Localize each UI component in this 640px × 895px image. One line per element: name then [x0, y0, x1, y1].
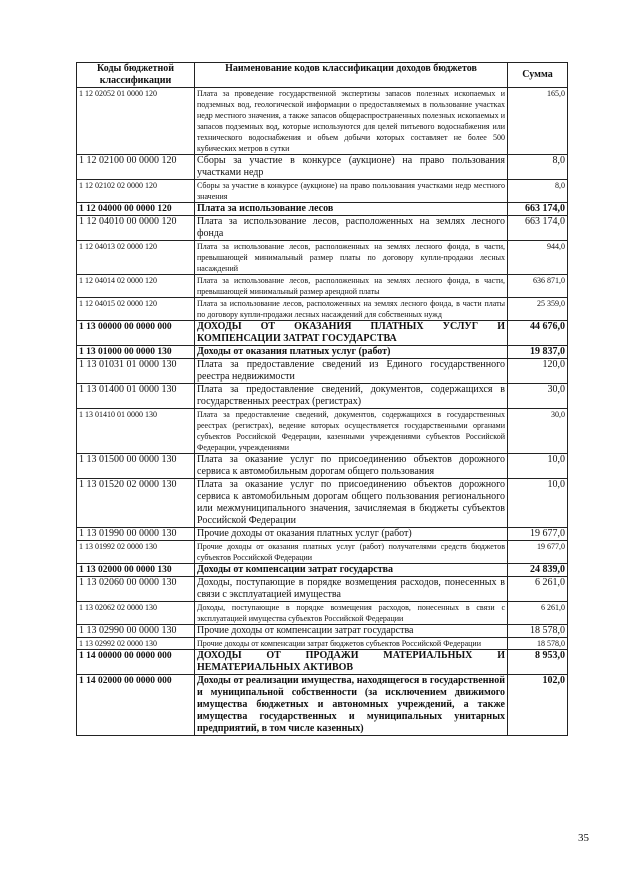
code-cell: 1 13 01031 01 0000 130	[77, 359, 195, 384]
code-cell: 1 13 00000 00 0000 000	[77, 321, 195, 346]
header-sum: Сумма	[508, 63, 568, 88]
name-cell: Плата за проведение государственной экспертизы запасов полезных ископаемых и подземных вод, геологической информации о предоставляемых в пользование участках недр местного значения, а также запасов общераспространенных полезных ископаемых и запасов подземных вод, которые используются для целей питьевого водоснабжения или технического водоснабжения и объем добычи которых составляет не более 500 кубических метров в сутки	[195, 88, 508, 155]
sum-cell: 8,0	[508, 180, 568, 203]
code-cell: 1 14 02000 00 0000 000	[77, 675, 195, 736]
name-cell: Прочие доходы от компенсации затрат государства	[195, 625, 508, 638]
revenue-classification-table	[76, 62, 568, 736]
header-name: Наименование кодов классификации доходов бюджетов	[195, 63, 508, 88]
table-row	[77, 88, 568, 155]
code-cell: 1 12 04015 02 0000 120	[77, 298, 195, 321]
table-header-row	[77, 63, 568, 88]
sum-cell: 25 359,0	[508, 298, 568, 321]
code-cell: 1 14 00000 00 0000 000	[77, 650, 195, 675]
name-cell: Прочие доходы от оказания платных услуг (работ) получателями средств бюджетов субъектов Российской Федерации	[195, 541, 508, 564]
sum-cell: 10,0	[508, 479, 568, 528]
table-row	[77, 564, 568, 577]
code-cell: 1 13 01992 02 0000 130	[77, 541, 195, 564]
name-cell: Плата за предоставление сведений, документов, содержащихся в государственных реестрах (регистрах), ведение которых осуществляется государственными органами субъектов Российской Федерации, казенными учреждениями субъектов Российской Федерации, учреждениями	[195, 409, 508, 454]
name-cell: ДОХОДЫ ОТ ОКАЗАНИЯ ПЛАТНЫХ УСЛУГ И КОМПЕНСАЦИИ ЗАТРАТ ГОСУДАРСТВА	[195, 321, 508, 346]
table-row	[77, 650, 568, 675]
code-cell: 1 12 04000 00 0000 120	[77, 203, 195, 216]
code-cell: 1 13 01410 01 0000 130	[77, 409, 195, 454]
sum-cell: 663 174,0	[508, 216, 568, 241]
sum-cell: 663 174,0	[508, 203, 568, 216]
name-cell: Плата за предоставление сведений из Единого государственного реестра недвижимости	[195, 359, 508, 384]
name-cell: Прочие доходы от оказания платных услуг (работ)	[195, 528, 508, 541]
code-cell: 1 12 02052 01 0000 120	[77, 88, 195, 155]
name-cell: Доходы от оказания платных услуг (работ)	[195, 346, 508, 359]
table-row	[77, 625, 568, 638]
table-row	[77, 577, 568, 602]
sum-cell: 944,0	[508, 241, 568, 275]
sum-cell: 6 261,0	[508, 577, 568, 602]
name-cell: Сборы за участие в конкурсе (аукционе) на право пользования участками недр местного значения	[195, 180, 508, 203]
sum-cell: 24 839,0	[508, 564, 568, 577]
table-row	[77, 638, 568, 650]
sum-cell: 165,0	[508, 88, 568, 155]
page-number: 35	[578, 832, 589, 844]
sum-cell: 10,0	[508, 454, 568, 479]
name-cell: Плата за предоставление сведений, документов, содержащихся в государственных реестрах (регистрах)	[195, 384, 508, 409]
code-cell: 1 13 01520 02 0000 130	[77, 479, 195, 528]
sum-cell: 19 837,0	[508, 346, 568, 359]
sum-cell: 8,0	[508, 155, 568, 180]
code-cell: 1 13 01000 00 0000 130	[77, 346, 195, 359]
name-cell: Доходы от компенсации затрат государства	[195, 564, 508, 577]
code-cell: 1 13 02060 00 0000 130	[77, 577, 195, 602]
sum-cell: 18 578,0	[508, 625, 568, 638]
sum-cell: 636 871,0	[508, 275, 568, 298]
code-cell: 1 12 04014 02 0000 120	[77, 275, 195, 298]
table-body	[77, 88, 568, 736]
table-row	[77, 409, 568, 454]
table-row	[77, 528, 568, 541]
sum-cell: 30,0	[508, 409, 568, 454]
table-row	[77, 346, 568, 359]
table-row	[77, 275, 568, 298]
code-cell: 1 13 02000 00 0000 130	[77, 564, 195, 577]
sum-cell: 19 677,0	[508, 528, 568, 541]
name-cell: Доходы, поступающие в порядке возмещения расходов, понесенных в связи с эксплуатацией имущества субъектов Российской Федерации	[195, 602, 508, 625]
table-row	[77, 359, 568, 384]
sum-cell: 18 578,0	[508, 638, 568, 650]
table-row	[77, 241, 568, 275]
code-cell: 1 13 01400 01 0000 130	[77, 384, 195, 409]
sum-cell: 8 953,0	[508, 650, 568, 675]
table-row	[77, 541, 568, 564]
code-cell: 1 12 04010 00 0000 120	[77, 216, 195, 241]
header-codes: Коды бюджетной классификации	[77, 63, 195, 88]
name-cell: Плата за использование лесов, расположенных на землях лесного фонда	[195, 216, 508, 241]
sum-cell: 30,0	[508, 384, 568, 409]
code-cell: 1 12 02100 00 0000 120	[77, 155, 195, 180]
table-row	[77, 602, 568, 625]
table-row	[77, 384, 568, 409]
code-cell: 1 13 01500 00 0000 130	[77, 454, 195, 479]
code-cell: 1 13 01990 00 0000 130	[77, 528, 195, 541]
table-row	[77, 454, 568, 479]
name-cell: Плата за использование лесов, расположенных на землях лесного фонда, в части платы по договору купли-продажи лесных насаждений для собственных нужд	[195, 298, 508, 321]
sum-cell: 19 677,0	[508, 541, 568, 564]
table-row	[77, 298, 568, 321]
name-cell: Прочие доходы от компенсации затрат бюджетов субъектов Российской Федерации	[195, 638, 508, 650]
table-row	[77, 675, 568, 736]
table-row	[77, 321, 568, 346]
table-row	[77, 479, 568, 528]
name-cell: Сборы за участие в конкурсе (аукционе) на право пользования участками недр	[195, 155, 508, 180]
name-cell: Плата за оказание услуг по присоединению объектов дорожного сервиса к автомобильным дорогам общего пользования регионального или межмуниципального значения, зачисляемая в бюджеты субъектов Российской Федерации	[195, 479, 508, 528]
name-cell: Доходы, поступающие в порядке возмещения расходов, понесенных в связи с эксплуатацией имущества	[195, 577, 508, 602]
table-row	[77, 155, 568, 180]
name-cell: Плата за оказание услуг по присоединению объектов дорожного сервиса к автомобильным дорогам общего пользования	[195, 454, 508, 479]
name-cell: Плата за использование лесов, расположенных на землях лесного фонда, в части, превышающей минимальный размер платы по договору купли-продажи лесных насаждений	[195, 241, 508, 275]
sum-cell: 120,0	[508, 359, 568, 384]
code-cell: 1 12 02102 02 0000 120	[77, 180, 195, 203]
code-cell: 1 12 04013 02 0000 120	[77, 241, 195, 275]
code-cell: 1 13 02990 00 0000 130	[77, 625, 195, 638]
table-row	[77, 180, 568, 203]
table-row	[77, 216, 568, 241]
name-cell: ДОХОДЫ ОТ ПРОДАЖИ МАТЕРИАЛЬНЫХ И НЕМАТЕРИАЛЬНЫХ АКТИВОВ	[195, 650, 508, 675]
name-cell: Плата за использование лесов	[195, 203, 508, 216]
name-cell: Плата за использование лесов, расположенных на землях лесного фонда, в части, превышающей минимальный размер арендной платы	[195, 275, 508, 298]
sum-cell: 44 676,0	[508, 321, 568, 346]
name-cell: Доходы от реализации имущества, находящегося в государственной и муниципальной собственности (за исключением движимого имущества бюджетных и автономных учреждений, а также имущества государственных и муниципальных унитарных предприятий, в том числе казенных)	[195, 675, 508, 736]
sum-cell: 6 261,0	[508, 602, 568, 625]
code-cell: 1 13 02062 02 0000 130	[77, 602, 195, 625]
table-row	[77, 203, 568, 216]
code-cell: 1 13 02992 02 0000 130	[77, 638, 195, 650]
sum-cell: 102,0	[508, 675, 568, 736]
